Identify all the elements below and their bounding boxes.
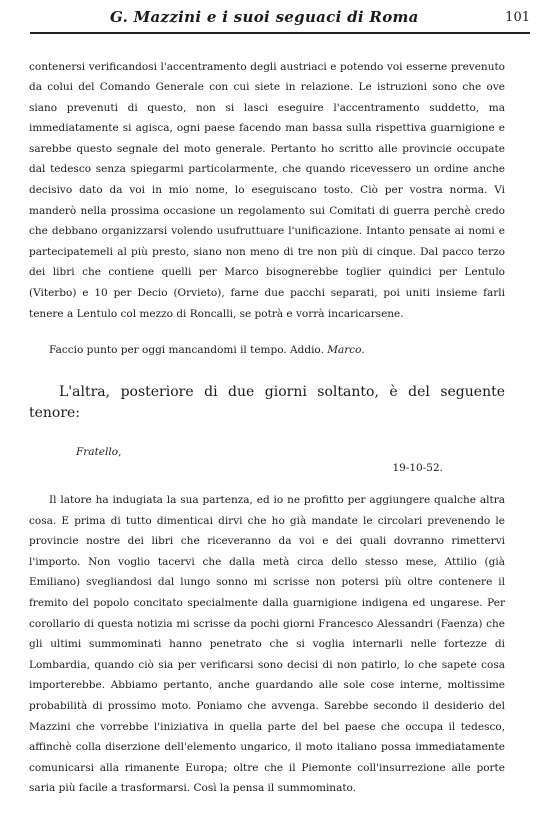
- running-title: G. Mazzini e i suoi seguaci di Roma: [110, 8, 419, 26]
- letter1-closing: [29, 340, 505, 361]
- intro-sentence: L'altra, posteriore di due giorni soltanto, è del seguente tenore:: [29, 384, 505, 421]
- header-rule: [30, 32, 530, 34]
- letter1-paragraph: contenersi verificandosi l'accentramento degli austriaci e potendo voi esserne prevenuto da colui del Comando Generale con cui siete in relazione. Le istruzioni sono che ove siano prevenuti di questo, non si lasci eseguire l'accentramento suddetto, ma immediatamente si agisca, ogni paese facendo man bassa sulla rispettiva guarnigione e sarebbe questo segnale del moto generale. Pertanto ho scritto alle provincie occupate dal tedesco senza spiegarmi particolarmente, che quando ricevessero un ordine anche decisivo dato da voi in mio nome, lo eseguiscano tosto. Ciò per vostra norma. Vi manderò nella prossima occasione un regolamento sui Comitati di guerra perchè credo che debbano organizzarsi volendo usufruttuare l'unificazione. Intanto pensate ai nomi e partecipatemeli al più presto, siano non meno di tre non più di cinque. Dal pacco terzo dei libri che contiene quelli per Marco bisognerebbe toglier quindici per Lentulo (Viterbo) e 10 per Decio (Orvieto), farne due pacchi separati, poi uniti insieme farli tenere a Lentulo col mezzo di Roncalli, se potrà e vorrà incaricarsene.: [29, 60, 505, 320]
- letter2-paragraph: Il latore ha indugiata la sua partenza, ed io ne profitto per aggiungere qualche altra cosa. E prima di tutto dimenticai dirvi che ho già mandate le circolari prevenendo le provincie nostre dei libri che riceveranno da voi e dei quali dovranno rimettervi l'importo. Non voglio tacervi che dalla metà circa dello stesso mese, Attilio (già Emiliano) svegliandosi dal lungo sonno mi scrisse non potersi più oltre contenere il fremito del popolo concitato specialmente dalla guarnigione indigena ed ungarese. Per corollario di questa notizia mi scrisse da pochi giorni Francesco Alessandri (Faenza) che gli ultimi summominati hanno penetrato che si voglia internarli nelle fortezze di Lombardia, quando ciò sia per verificarsi sono decisi di non patirlo, lo che sapete cosa importerebbe. Abbiamo pertanto, anche guardando alle sole cose interne, moltissime probabilità di prossimo moto. Poniamo che avvenga. Sarebbe secondo il desiderio del Mazzini che vorrebbe l'iniziativa in quella parte del bel paese che occupa il tedesco, affinchè colla diserzione dell'elemento ungarico, il moto italiano possa immediatamente comunicarsi alla rimanente Europa; oltre che il Piemonte coll'insurrezione alle porte saria più facile a trasformarsi. Così la pensa il summominato.: [29, 494, 505, 795]
- page-number: 101: [505, 10, 530, 25]
- page-header: [30, 0, 530, 34]
- letter2-salutation: Fratello,: [76, 446, 122, 458]
- letter1-closing-text: Faccio punto per oggi mancandomi il tempo. Addio.: [49, 344, 324, 356]
- letter2-date: 19-10-52.: [392, 462, 443, 474]
- letter1-signature: Marco.: [327, 344, 365, 356]
